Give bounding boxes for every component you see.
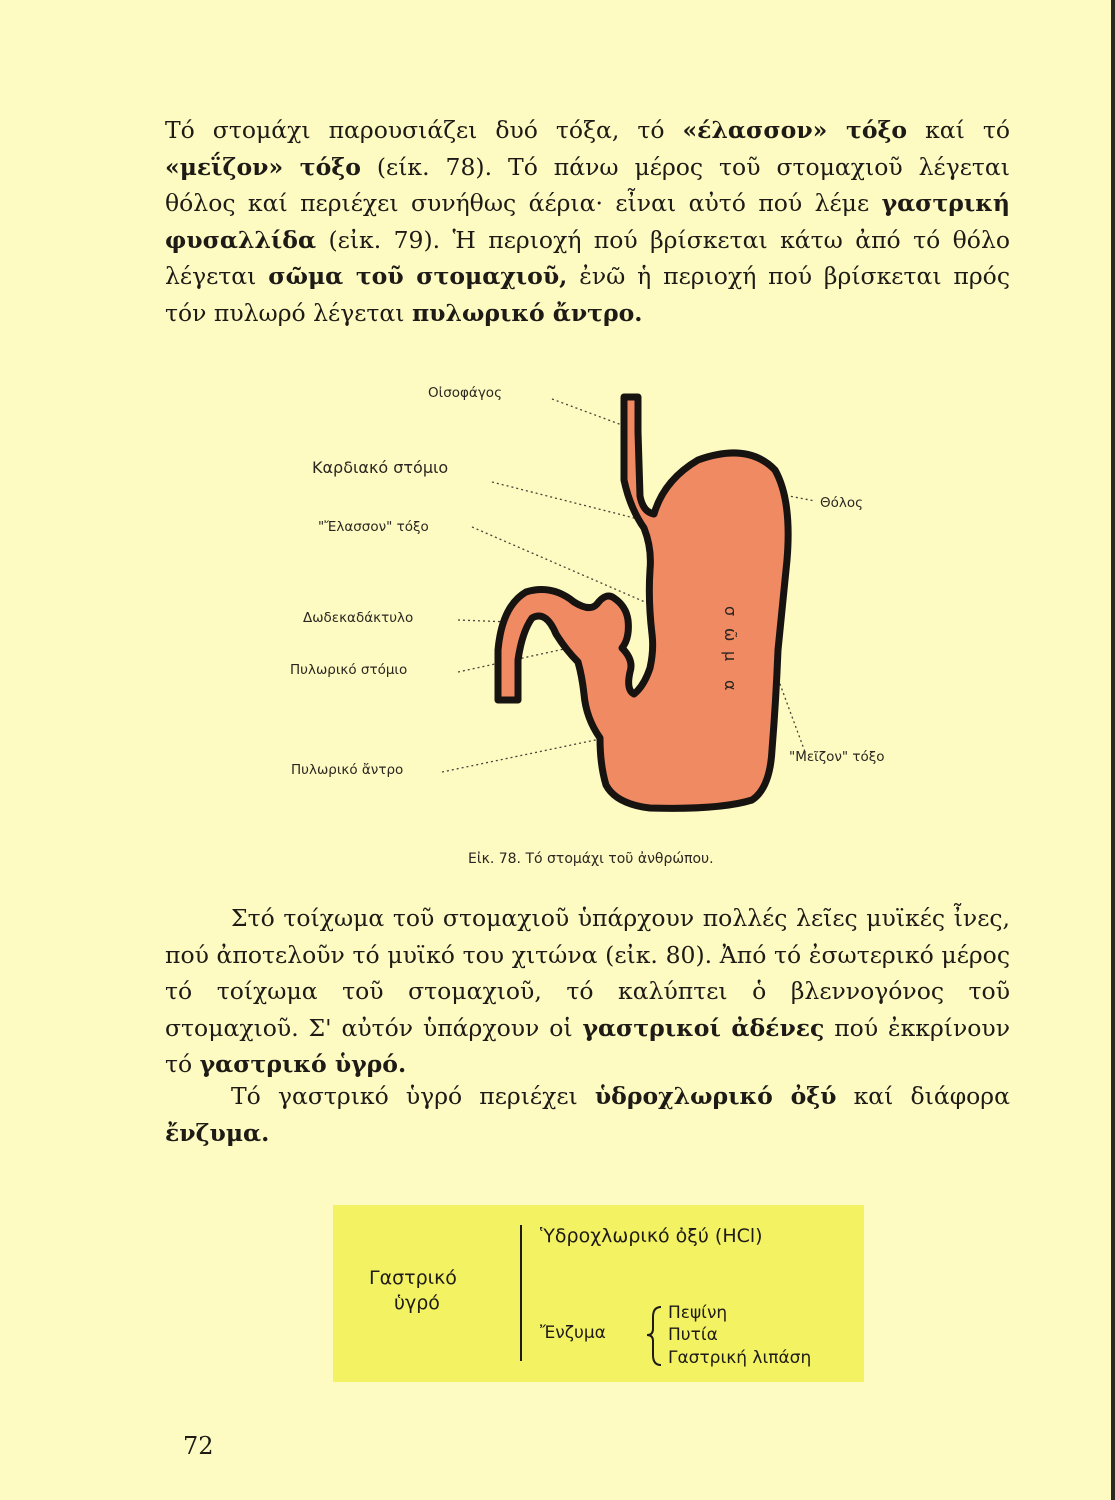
leader-oisofagos [552, 399, 630, 428]
box-title-line2: ὑγρό [394, 1292, 440, 1314]
label-elasson-tokso: "Ἔλασσον" τόξο [318, 519, 429, 535]
label-pyloriko-stomio: Πυλωρικό στόμιο [290, 662, 408, 678]
paragraph-gastric-juice [165, 1078, 1010, 1151]
text: πού ἐκκρίνουν τό [165, 1013, 1010, 1078]
text: ἐνῶ ἡ περιοχή πού βρίσκεται πρός τόν πυλωρό λέγεται [165, 262, 1010, 327]
label-kardiako-stomio: Καρδιακό στόμιο [312, 458, 449, 477]
text: (εἰκ. 79). Ἡ περιοχή πού βρίσκεται κάτω ἀπό τό θόλο λέγεται [165, 225, 1010, 290]
text: καί διάφορα [836, 1082, 1010, 1110]
stomach-shape [498, 397, 788, 808]
page-number: 72 [183, 1432, 214, 1460]
bold-term-greater-curvature: «μεΐζον» τόξο [165, 152, 361, 181]
enzyme-rennin: Πυτία [668, 1325, 718, 1345]
label-dodekadaktylo: Δωδεκαδάκτυλο [303, 610, 414, 626]
label-oisofagos: Οἰσοφάγος [428, 385, 502, 401]
enzyme-pepsin: Πεψίνη [668, 1303, 728, 1323]
label-pyloriko-antro: Πυλωρικό ἄντρο [291, 762, 404, 778]
label-meizon-tokso: "Μεῖζον" τόξο [789, 749, 885, 765]
box-enzymes-label: Ἔνζυμα [540, 1323, 606, 1343]
bold-term-pyloric-antrum: πυλωρικό ἄντρο. [411, 298, 643, 327]
text: (είκ. 78). Τό πάνω μέρος τοῦ στομαχιοῦ λέγεται θόλος καί περιέχει συνήθως άέρια· εἶναι αὐτό πού λέμε [165, 152, 1010, 217]
soma-letter: σ [721, 606, 740, 617]
enzyme-gastric-lipase: Γαστρική λιπάση [668, 1348, 812, 1368]
soma-letter: α [721, 680, 740, 691]
bold-term-lesser-curvature: «έλασσον» τόξο [682, 116, 908, 144]
text: καί τό [907, 116, 1010, 144]
text: Τό γαστρικό ὑγρό περιέχει [231, 1082, 595, 1110]
paragraph-stomach-wall [165, 900, 1010, 1083]
text: Στό τοίχωμα τοῦ στομαχιοῦ ὑπάρχουν πολλές λεῖες μυϊκές ἶνες, πού ἀποτελοῦν τό μυϊκό του χιτώνα (εἰκ. 80). Ἀπό τό ἐσωτερικό μέρος τό τοίχωμα τοῦ στομαχιοῦ, τό καλύπτει ὁ βλεννογόνος τοῦ στομαχιοῦ. Σ' αὐτόν ὑπάρχουν οἱ [165, 904, 1010, 1042]
bold-term-gastric-glands: γαστρικοί ἀδένες [582, 1013, 825, 1042]
label-tholos: Θόλος [820, 495, 864, 511]
gastric-juice-summary-box [333, 1205, 864, 1382]
bold-term-gastric-juice: γαστρικό ὑγρό. [199, 1050, 407, 1078]
box-hcl: Ὑδροχλωρικό ὀξύ (HCl) [540, 1225, 763, 1247]
bold-term-stomach-body: σῶμα τοῦ στομαχιοῦ, [268, 262, 568, 290]
text: Τό στομάχι παρουσιάζει δυό τόξα, τό [165, 116, 683, 144]
bold-term-hcl: ὑδροχλωρικό ὀξύ [594, 1082, 837, 1110]
brace-icon [645, 1303, 669, 1369]
soma-letter: μ [721, 651, 740, 662]
box-divider [520, 1225, 522, 1361]
bold-term-enzymes: ἔνζυμα. [165, 1118, 270, 1147]
box-title-line1: Γαστρικό [369, 1267, 457, 1289]
bold-term-gastric-bubble: γαστρική φυσαλλίδα [165, 189, 1010, 254]
leader-pyloriko-antro [442, 738, 605, 772]
soma-letter: ῶ [721, 628, 740, 642]
figure-caption: Εἰκ. 78. Τό στομάχι τοῦ ἀνθρώπου. [468, 851, 714, 867]
